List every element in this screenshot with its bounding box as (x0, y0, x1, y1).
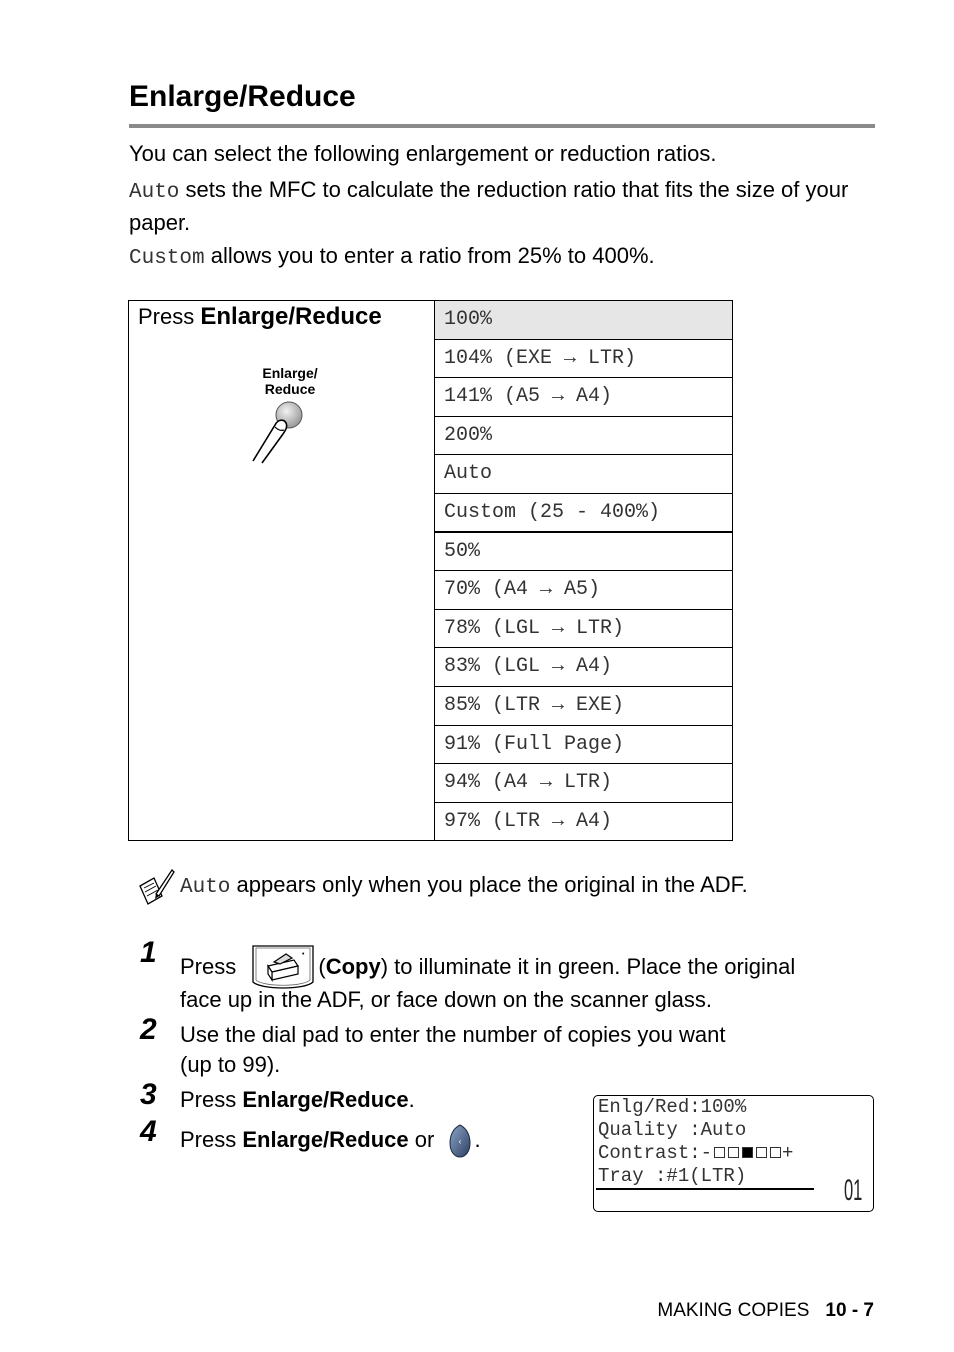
lcd-scroll-indicator: 01 (844, 1174, 863, 1207)
step-1-rest: ) to illuminate it in green. Place the original (380, 953, 796, 979)
auto-keyword: Auto (129, 181, 180, 204)
svg-text:‹: ‹ (459, 1137, 462, 1146)
ratio-option[interactable]: 104% (EXE → LTR) (435, 340, 732, 379)
contrast-square (756, 1147, 767, 1158)
step-4-key-name: Enlarge/Reduce (242, 1126, 409, 1152)
ratio-option[interactable]: 200% (435, 417, 732, 456)
lcd-cursor-underline (596, 1188, 814, 1190)
ratio-menu-table (128, 300, 733, 841)
navigation-key-icon[interactable] (448, 1123, 472, 1159)
ratio-option[interactable]: 100% (435, 301, 732, 340)
note-pencil-icon (136, 866, 176, 906)
custom-keyword: Custom (129, 247, 205, 270)
auto-note (136, 866, 748, 906)
auto-description (129, 175, 879, 238)
button-label-line-1: Enlarge/ (262, 365, 318, 381)
ratio-option-list (435, 301, 732, 840)
step-1-paren: ( (318, 953, 326, 979)
lcd-contrast-prefix: Contrast:- (598, 1142, 713, 1164)
note-text: appears only when you place the original in the ADF. (230, 871, 748, 897)
contrast-square (714, 1147, 725, 1158)
footer-page-number: 10 - 7 (825, 1300, 874, 1321)
contrast-square (770, 1147, 781, 1158)
ratio-option[interactable]: 78% (LGL → LTR) (435, 610, 732, 649)
custom-description (129, 241, 879, 274)
step-3-end: . (408, 1087, 415, 1112)
intro-line: You can select the following enlargement or reduction ratios. (129, 141, 717, 166)
ratio-option[interactable]: 70% (A4 → A5) (435, 571, 732, 610)
step-4-or: or (408, 1126, 441, 1152)
step-4-end: . (474, 1126, 481, 1152)
title-rule (129, 124, 875, 128)
lcd-line-4: Tray :#1(LTR) (598, 1165, 747, 1187)
press-instruction (138, 303, 382, 331)
contrast-level-bar (712, 1142, 782, 1164)
step-3-key-name: Enlarge/Reduce (242, 1087, 409, 1112)
note-auto-keyword: Auto (180, 875, 231, 899)
step-1-press: Press (180, 953, 243, 979)
step-3-number: 3 (140, 1078, 157, 1111)
step-4-press: Press (180, 1126, 243, 1152)
ratio-option[interactable]: 83% (LGL → A4) (435, 648, 732, 687)
step-3-press: Press (180, 1087, 243, 1112)
step-1-line-2: face up in the ADF, or face down on the scanner glass. (180, 987, 712, 1012)
lcd-line-3 (598, 1142, 793, 1164)
lcd-line-1: Enlg/Red:100% (598, 1096, 747, 1118)
step-2-line-1: Use the dial pad to enter the number of copies you want (180, 1022, 726, 1047)
ratio-option[interactable]: 141% (A5 → A4) (435, 378, 732, 417)
step-1-number: 1 (140, 936, 157, 969)
step-2-number: 2 (140, 1013, 157, 1046)
contrast-square (728, 1147, 739, 1158)
ratio-option[interactable]: 91% (Full Page) (435, 726, 732, 765)
auto-description-text: sets the MFC to calculate the reduction ratio that fits the size of your paper. (129, 177, 849, 235)
page-footer (657, 1300, 874, 1322)
lcd-line-2: Quality :Auto (598, 1119, 747, 1141)
contrast-square (742, 1147, 753, 1158)
ratio-option[interactable]: Custom (25 - 400%) (435, 494, 732, 533)
press-prefix: Press (138, 304, 201, 329)
ratio-option[interactable]: 97% (LTR → A4) (444, 809, 613, 833)
ratio-option[interactable]: 85% (LTR → EXE) (435, 687, 732, 726)
press-key-name: Enlarge/Reduce (200, 303, 382, 330)
ratio-option[interactable]: 94% (A4 → LTR) (435, 764, 732, 803)
step-2-line-2: (up to 99). (180, 1052, 281, 1077)
custom-description-text: allows you to enter a ratio from 25% to 400%. (204, 243, 655, 268)
menu-instruction-cell (129, 301, 435, 840)
button-label-line-2: Reduce (264, 381, 316, 397)
finger-pressing-button-icon (247, 397, 327, 467)
lcd-display (593, 1095, 874, 1212)
step-4-number: 4 (140, 1115, 157, 1148)
lcd-contrast-suffix: + (782, 1142, 794, 1164)
ratio-option[interactable]: Auto (435, 455, 732, 494)
ratio-option[interactable]: 50% (435, 533, 732, 572)
svg-text:•: • (302, 951, 305, 958)
enlarge-reduce-button-label (245, 365, 335, 397)
footer-section: MAKING COPIES (657, 1300, 810, 1321)
page-title: Enlarge/Reduce (129, 80, 356, 113)
step-1-key-name: Copy (325, 953, 381, 979)
